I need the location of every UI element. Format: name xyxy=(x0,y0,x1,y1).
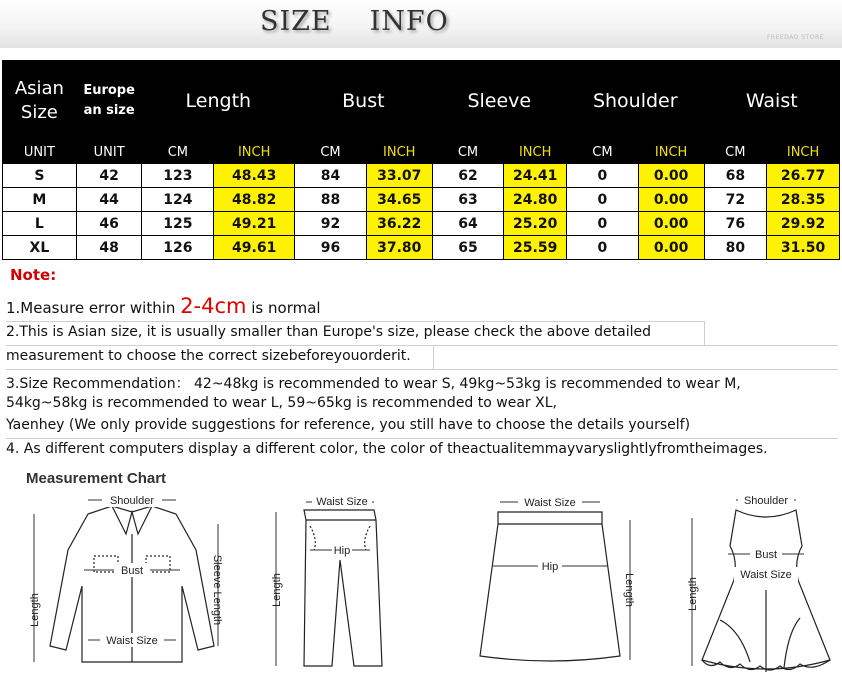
cell-bust-cm: 84 xyxy=(295,164,367,188)
cell-sleeve-cm: 63 xyxy=(432,188,504,212)
header-length: Length xyxy=(142,61,295,142)
unit-cell: INCH xyxy=(214,142,295,164)
unit-cell: UNIT xyxy=(3,142,77,164)
cell-sleeve-inch: 24.80 xyxy=(504,188,567,212)
dress-waist-label: Waist Size xyxy=(740,569,792,581)
divider xyxy=(704,321,705,345)
cell-length-inch: 48.82 xyxy=(214,188,295,212)
cell-bust-cm: 92 xyxy=(295,212,367,236)
note-1 xyxy=(6,294,321,318)
size-table xyxy=(2,60,840,260)
cell-length-cm: 123 xyxy=(142,164,214,188)
skirt-hip-label: Hip xyxy=(541,561,559,573)
pants-illustration xyxy=(262,490,392,680)
dress-bust-label: Bust xyxy=(754,549,778,561)
header-asian-line1: Asian xyxy=(14,78,64,99)
unit-cell: INCH xyxy=(504,142,567,164)
dress-length-label: Length xyxy=(687,577,699,611)
title-info: INFO xyxy=(369,6,449,37)
header-europe-line1: Europe xyxy=(83,83,135,98)
cell-waist-inch: 26.77 xyxy=(767,164,840,188)
shirt-sleeve-label: Sleeve Length xyxy=(211,554,223,626)
table-row xyxy=(3,164,840,188)
note-1-highlight: 2-4cm xyxy=(180,294,247,318)
cell-shoulder-cm: 0 xyxy=(567,236,639,260)
shirt-diagram xyxy=(22,490,232,680)
cell-sleeve-inch: 25.59 xyxy=(504,236,567,260)
cell-sleeve-inch: 25.20 xyxy=(504,212,567,236)
cell-bust-cm: 96 xyxy=(295,236,367,260)
cell-length-cm: 125 xyxy=(142,212,214,236)
note-2-line2: measurement to choose the correct sizebeforeyouorderit. xyxy=(6,348,411,364)
cell-waist-cm: 72 xyxy=(704,188,767,212)
table-row xyxy=(3,236,840,260)
cell-shoulder-inch: 0.00 xyxy=(638,188,704,212)
divider xyxy=(433,345,434,369)
skirt-length-label: Length xyxy=(623,573,635,607)
unit-cell: CM xyxy=(432,142,504,164)
cell-shoulder-cm: 0 xyxy=(567,188,639,212)
cell-eu: 42 xyxy=(76,164,142,188)
skirt-diagram xyxy=(470,490,650,680)
cell-length-inch: 49.21 xyxy=(214,212,295,236)
pants-diagram xyxy=(262,490,392,680)
cell-shoulder-cm: 0 xyxy=(567,164,639,188)
pants-hip-label: Hip xyxy=(333,545,351,557)
cell-length-inch: 48.43 xyxy=(214,164,295,188)
header-europe-line2: an size xyxy=(83,103,135,118)
cell-eu: 44 xyxy=(76,188,142,212)
cell-eu: 46 xyxy=(76,212,142,236)
cell-waist-cm: 76 xyxy=(704,212,767,236)
cell-shoulder-inch: 0.00 xyxy=(638,236,704,260)
note-title: Note: xyxy=(10,266,57,284)
cell-size: XL xyxy=(3,236,77,260)
note-1-post: is normal xyxy=(246,299,321,317)
cell-length-cm: 126 xyxy=(142,236,214,260)
header-asian-size xyxy=(3,61,77,142)
table-header-row xyxy=(3,61,840,142)
note-1-pre: 1.Measure error within xyxy=(6,299,181,317)
divider xyxy=(6,345,838,346)
note-2-line1: 2.This is Asian size, it is usually smaller than Europe's size, please check the above detailed xyxy=(6,324,652,340)
header-sleeve: Sleeve xyxy=(432,61,566,142)
cell-size: L xyxy=(3,212,77,236)
cell-size: S xyxy=(3,164,77,188)
skirt-illustration xyxy=(470,490,650,680)
cell-length-cm: 124 xyxy=(142,188,214,212)
unit-cell: CM xyxy=(567,142,639,164)
note-3-line1: 3.Size Recommendation： 42~48kg is recommended to wear S, 49kg~53kg is recommended to wear M, xyxy=(6,376,741,392)
dress-shoulder-label: Shoulder xyxy=(743,495,789,507)
cell-shoulder-inch: 0.00 xyxy=(638,164,704,188)
cell-waist-inch: 29.92 xyxy=(767,212,840,236)
shirt-bust-label: Bust xyxy=(120,565,144,577)
table-unit-row xyxy=(3,142,840,164)
shirt-waist-label: Waist Size xyxy=(106,635,158,647)
cell-bust-inch: 37.80 xyxy=(366,236,432,260)
header-shoulder: Shoulder xyxy=(567,61,704,142)
table-row xyxy=(3,188,840,212)
header-banner xyxy=(0,0,842,48)
page-title xyxy=(260,6,449,37)
note-4: 4. As different computers display a different color, the color of theactualitemmayvaryslightlyfromtheimages. xyxy=(6,441,768,457)
cell-shoulder-cm: 0 xyxy=(567,212,639,236)
cell-bust-inch: 33.07 xyxy=(366,164,432,188)
divider xyxy=(6,369,838,370)
cell-waist-inch: 28.35 xyxy=(767,188,840,212)
cell-waist-cm: 68 xyxy=(704,164,767,188)
measurement-chart-title: Measurement Chart xyxy=(26,470,167,487)
cell-waist-inch: 31.50 xyxy=(767,236,840,260)
unit-cell: CM xyxy=(142,142,214,164)
header-bust: Bust xyxy=(295,61,432,142)
title-size: SIZE xyxy=(260,6,332,37)
cell-bust-inch: 34.65 xyxy=(366,188,432,212)
cell-size: M xyxy=(3,188,77,212)
cell-sleeve-cm: 64 xyxy=(432,212,504,236)
unit-cell: CM xyxy=(295,142,367,164)
cell-shoulder-inch: 0.00 xyxy=(638,212,704,236)
cell-bust-cm: 88 xyxy=(295,188,367,212)
header-asian-line2: Size xyxy=(20,102,58,123)
cell-sleeve-inch: 24.41 xyxy=(504,164,567,188)
unit-cell: INCH xyxy=(366,142,432,164)
skirt-waist-label: Waist Size xyxy=(524,497,576,509)
shirt-length-label: Length xyxy=(29,593,41,627)
unit-cell: INCH xyxy=(638,142,704,164)
unit-cell: INCH xyxy=(767,142,840,164)
cell-eu: 48 xyxy=(76,236,142,260)
dress-diagram xyxy=(680,490,840,685)
divider xyxy=(6,321,704,322)
table-row xyxy=(3,212,840,236)
pants-length-label: Length xyxy=(271,573,283,607)
shirt-illustration xyxy=(22,490,232,680)
cell-sleeve-cm: 62 xyxy=(432,164,504,188)
note-3-line3: Yaenhey (We only provide suggestions for reference, you still have to choose the details yourself) xyxy=(6,417,691,433)
shirt-shoulder-label: Shoulder xyxy=(109,495,155,507)
store-watermark: FREEDAO STORE xyxy=(766,34,824,41)
pants-waist-label: Waist Size xyxy=(316,496,368,508)
cell-waist-cm: 80 xyxy=(704,236,767,260)
cell-length-inch: 49.61 xyxy=(214,236,295,260)
cell-sleeve-cm: 65 xyxy=(432,236,504,260)
unit-cell: UNIT xyxy=(76,142,142,164)
dress-illustration xyxy=(680,490,840,685)
header-europe-size xyxy=(76,61,142,142)
cell-bust-inch: 36.22 xyxy=(366,212,432,236)
note-3-line2: 54kg~58kg is recommended to wear L, 59~65kg is recommended to wear XL, xyxy=(6,395,557,411)
header-waist: Waist xyxy=(704,61,840,142)
divider xyxy=(6,438,838,439)
unit-cell: CM xyxy=(704,142,767,164)
